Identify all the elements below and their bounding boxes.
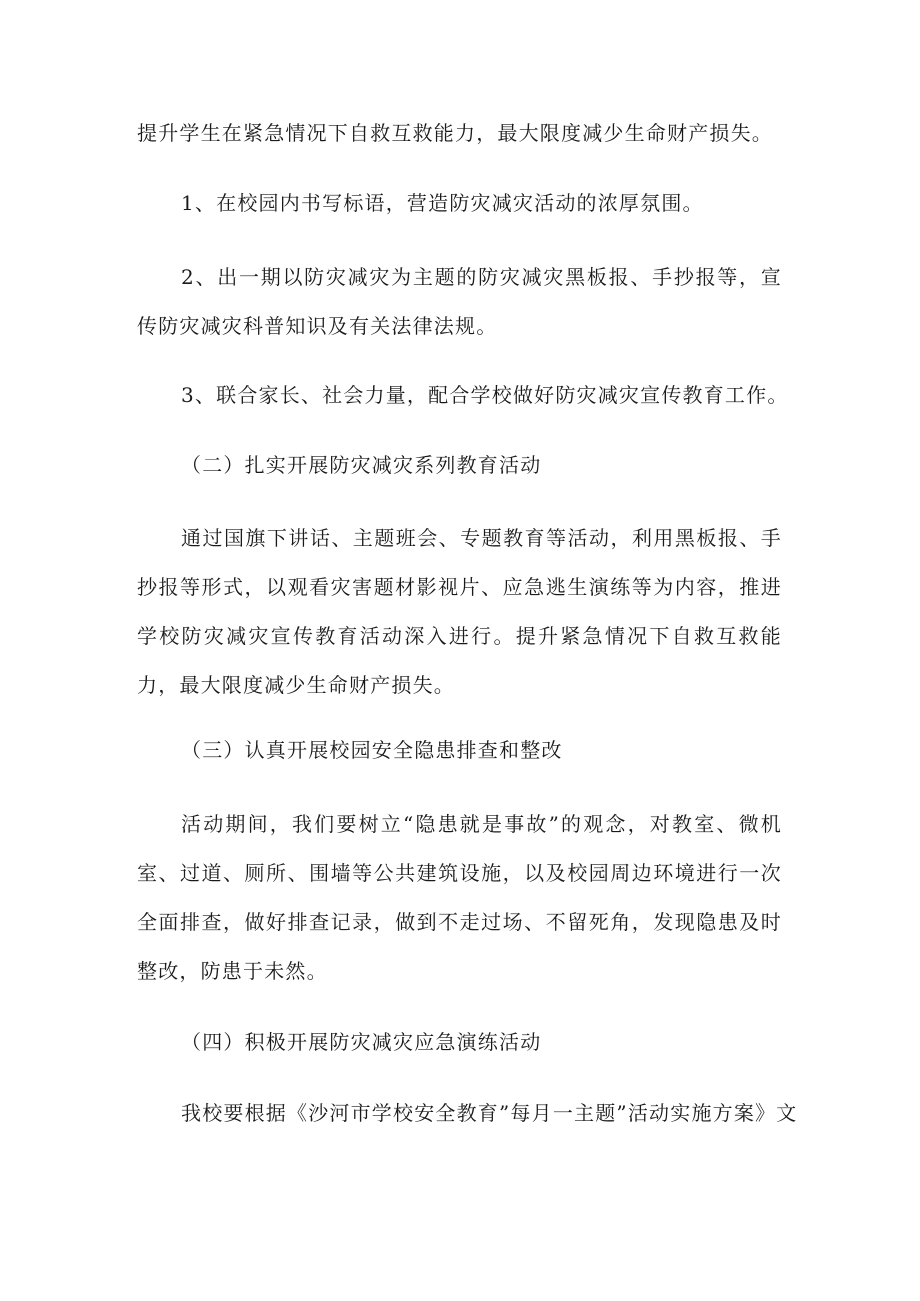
list-item-1: 1、在校园内书写标语，营造防灾减灾活动的浓厚氛围。: [181, 191, 704, 215]
list-item-3: 3、联合家长、社会力量，配合学校做好防灾减灾宣传教育工作。: [181, 383, 789, 407]
section-heading-2: （二）扎实开展防灾减灾系列教育活动: [181, 453, 542, 477]
paragraph-continuation: 提升学生在紧急情况下自救互救能力，最大限度减少生命财产损失。: [137, 121, 773, 145]
section-paragraph-3: 活动期间，我们要树立“隐患就是事故”的观念，对教室、微机室、过道、厕所、围墙等公共建筑设施，以及校园周边环境进行一次全面排查，做好排查记录，做到不走过场、不留死角，发现隐患及时整改，防患于未然。: [137, 812, 782, 983]
list-item-2: 2、出一期以防灾减灾为主题的防灾减灾黑板报、手抄报等，宣传防灾减灾科普知识及有关法律法规。: [137, 265, 782, 338]
section-paragraph-4: 我校要根据《沙河市学校安全教育”每月一主题”活动实施方案》文: [181, 1101, 798, 1125]
section-heading-4: （四）积极开展防灾减灾应急演练活动: [181, 1030, 542, 1054]
section-paragraph-2: 通过国旗下讲话、主题班会、专题教育等活动，利用黑板报、手抄报等形式，以观看灾害题材影视片、应急逃生演练等为内容，推进学校防灾减灾宣传教育活动深入进行。提升紧急情况下自救互救能力，最大限度减少生命财产损失。: [137, 526, 782, 697]
section-heading-3: （三）认真开展校园安全隐患排查和整改: [181, 738, 563, 762]
